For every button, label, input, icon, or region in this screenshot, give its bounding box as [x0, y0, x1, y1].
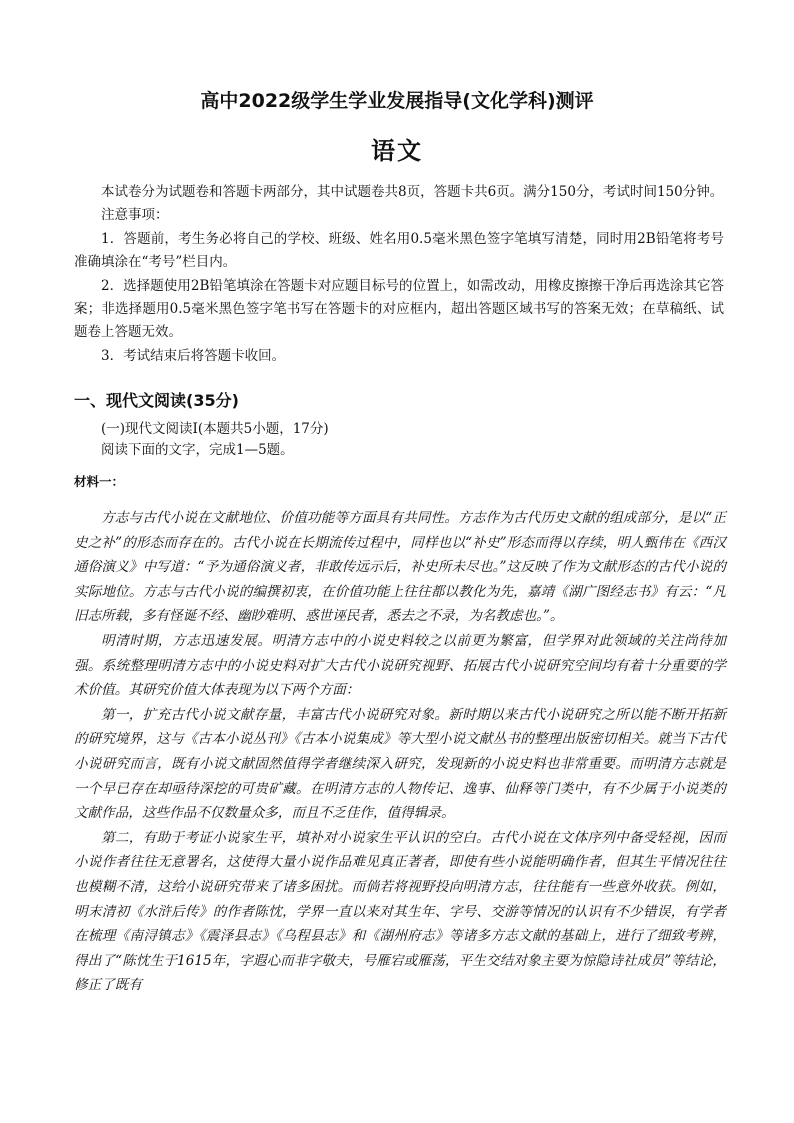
subsection-heading: (一)现代文阅读Ⅰ(本题共5小题，17分): [101, 421, 329, 437]
passage-paragraph-2: 明清时期，方志迅速发展。明清方志中的小说史料较之以前更为繁富，但学界对此领域的关注尚待加强。系统整理明清方志中的小说史料对扩大古代小说研究视野、拓展古代小说研究空间均有着十分重要的学术价值。其研究价值大体表现为以下两个方面：: [74, 632, 726, 699]
passage-paragraph-3: 第一，扩充古代小说文献存量，丰富古代小说研究对象。新时期以来古代小说研究之所以能不断开拓新的研究境界，这与《古本小说丛刊》《古本小说集成》等大型小说文献丛书的整理出版密切相关。就当下古代小说研究而言，既有小说文献固然值得学者继续深入研究，发现新的小说史料也非常重要。而明清方志就是一个早已存在却亟待深挖的可贵矿藏。在明清方志的人物传记、逸事、仙释等门类中，有不少属于小说类的文献作品，这些作品不仅数量众多，而且不乏佳作，值得辑录。: [74, 706, 726, 822]
intro-paragraph: 本试卷分为试题卷和答题卡两部分，其中试题卷共8页，答题卡共6页。满分150分，考试时间150分钟。: [101, 184, 724, 200]
notice-item-3: 3．考试结束后将答题卡收回。: [101, 347, 286, 364]
reading-instruction: 阅读下面的文字，完成1—5题。: [101, 442, 294, 458]
exam-instructions: [74, 181, 724, 368]
subject-title: 语文: [371, 137, 423, 165]
notice-item-2: 2．选择题使用2B铅笔填涂在答题卡对应题目标号的位置上，如需改动，用橡皮擦擦干净后再选涂其它答案；非选择题用0.5毫米黑色签字笔书写在答题卡的对应框内，超出答题区域书写的答案无效；在草稿纸、试题卷上答题无效。: [74, 277, 724, 341]
notice-item-1: 1．答题前，考生务必将自己的学校、班级、姓名用0.5毫米黑色签字笔填写清楚，同时用2B铅笔将考号准确填涂在“考号”栏目内。: [74, 230, 724, 271]
section-heading: 一、现代文阅读(35分): [74, 391, 239, 410]
passage-paragraph-1: 方志与古代小说在文献地位、价值功能等方面具有共同性。方志作为古代历史文献的组成部分，是以“正史之补”的形态而存在的。古代小说在长期流传过程中，同样也以“补史”形态而得以存续，明人甄伟在《西汉通俗演义》中写道：“予为通俗演义者，非敢传远示后，补史所未尽也。”这反映了作为文献形态的古代小说的实际地位。方志与古代小说的编撰初衷，在价值功能上往往都以教化为先，嘉靖《湖广图经志书》有云：“凡旧志所载，多有怪诞不经、幽眇难明、惑世诬民者，悉去之不录，为名教虑也。”。: [74, 510, 726, 625]
material-label: 材料一：: [74, 474, 125, 489]
passage-paragraph-4: 第二，有助于考证小说家生平，填补对小说家生平认识的空白。古代小说在文体序列中备受轻视，因而小说作者往往无意署名，这使得大量小说作品难见真正著者，即使有些小说能明确作者，但其生平情况往往也模糊不清，这给小说研究带来了诸多困扰。而倘若将视野投向明清方志，往往能有一些意外收获。例如，明末清初《水浒后传》的作者陈忱，学界一直以来对其生年、字号、交游等情况的认识有不少错误，有学者在梳理《南浔镇志》《震泽县志》《乌程县志》和《湖州府志》等诸多方志文献的基础上，进行了细致考辨，得出了“陈忱生于1615年，字遐心而非字敬夫，号雁宕或雁荡，平生交结对象主要为惊隐诗社成员”等结论，修正了既有: [74, 829, 726, 994]
subsection-info: [74, 419, 724, 461]
notice-heading: 注意事项：: [101, 207, 169, 224]
reading-passage: [74, 506, 726, 998]
exam-title: 高中2022级学生学业发展指导(文化学科)测评: [200, 90, 594, 112]
